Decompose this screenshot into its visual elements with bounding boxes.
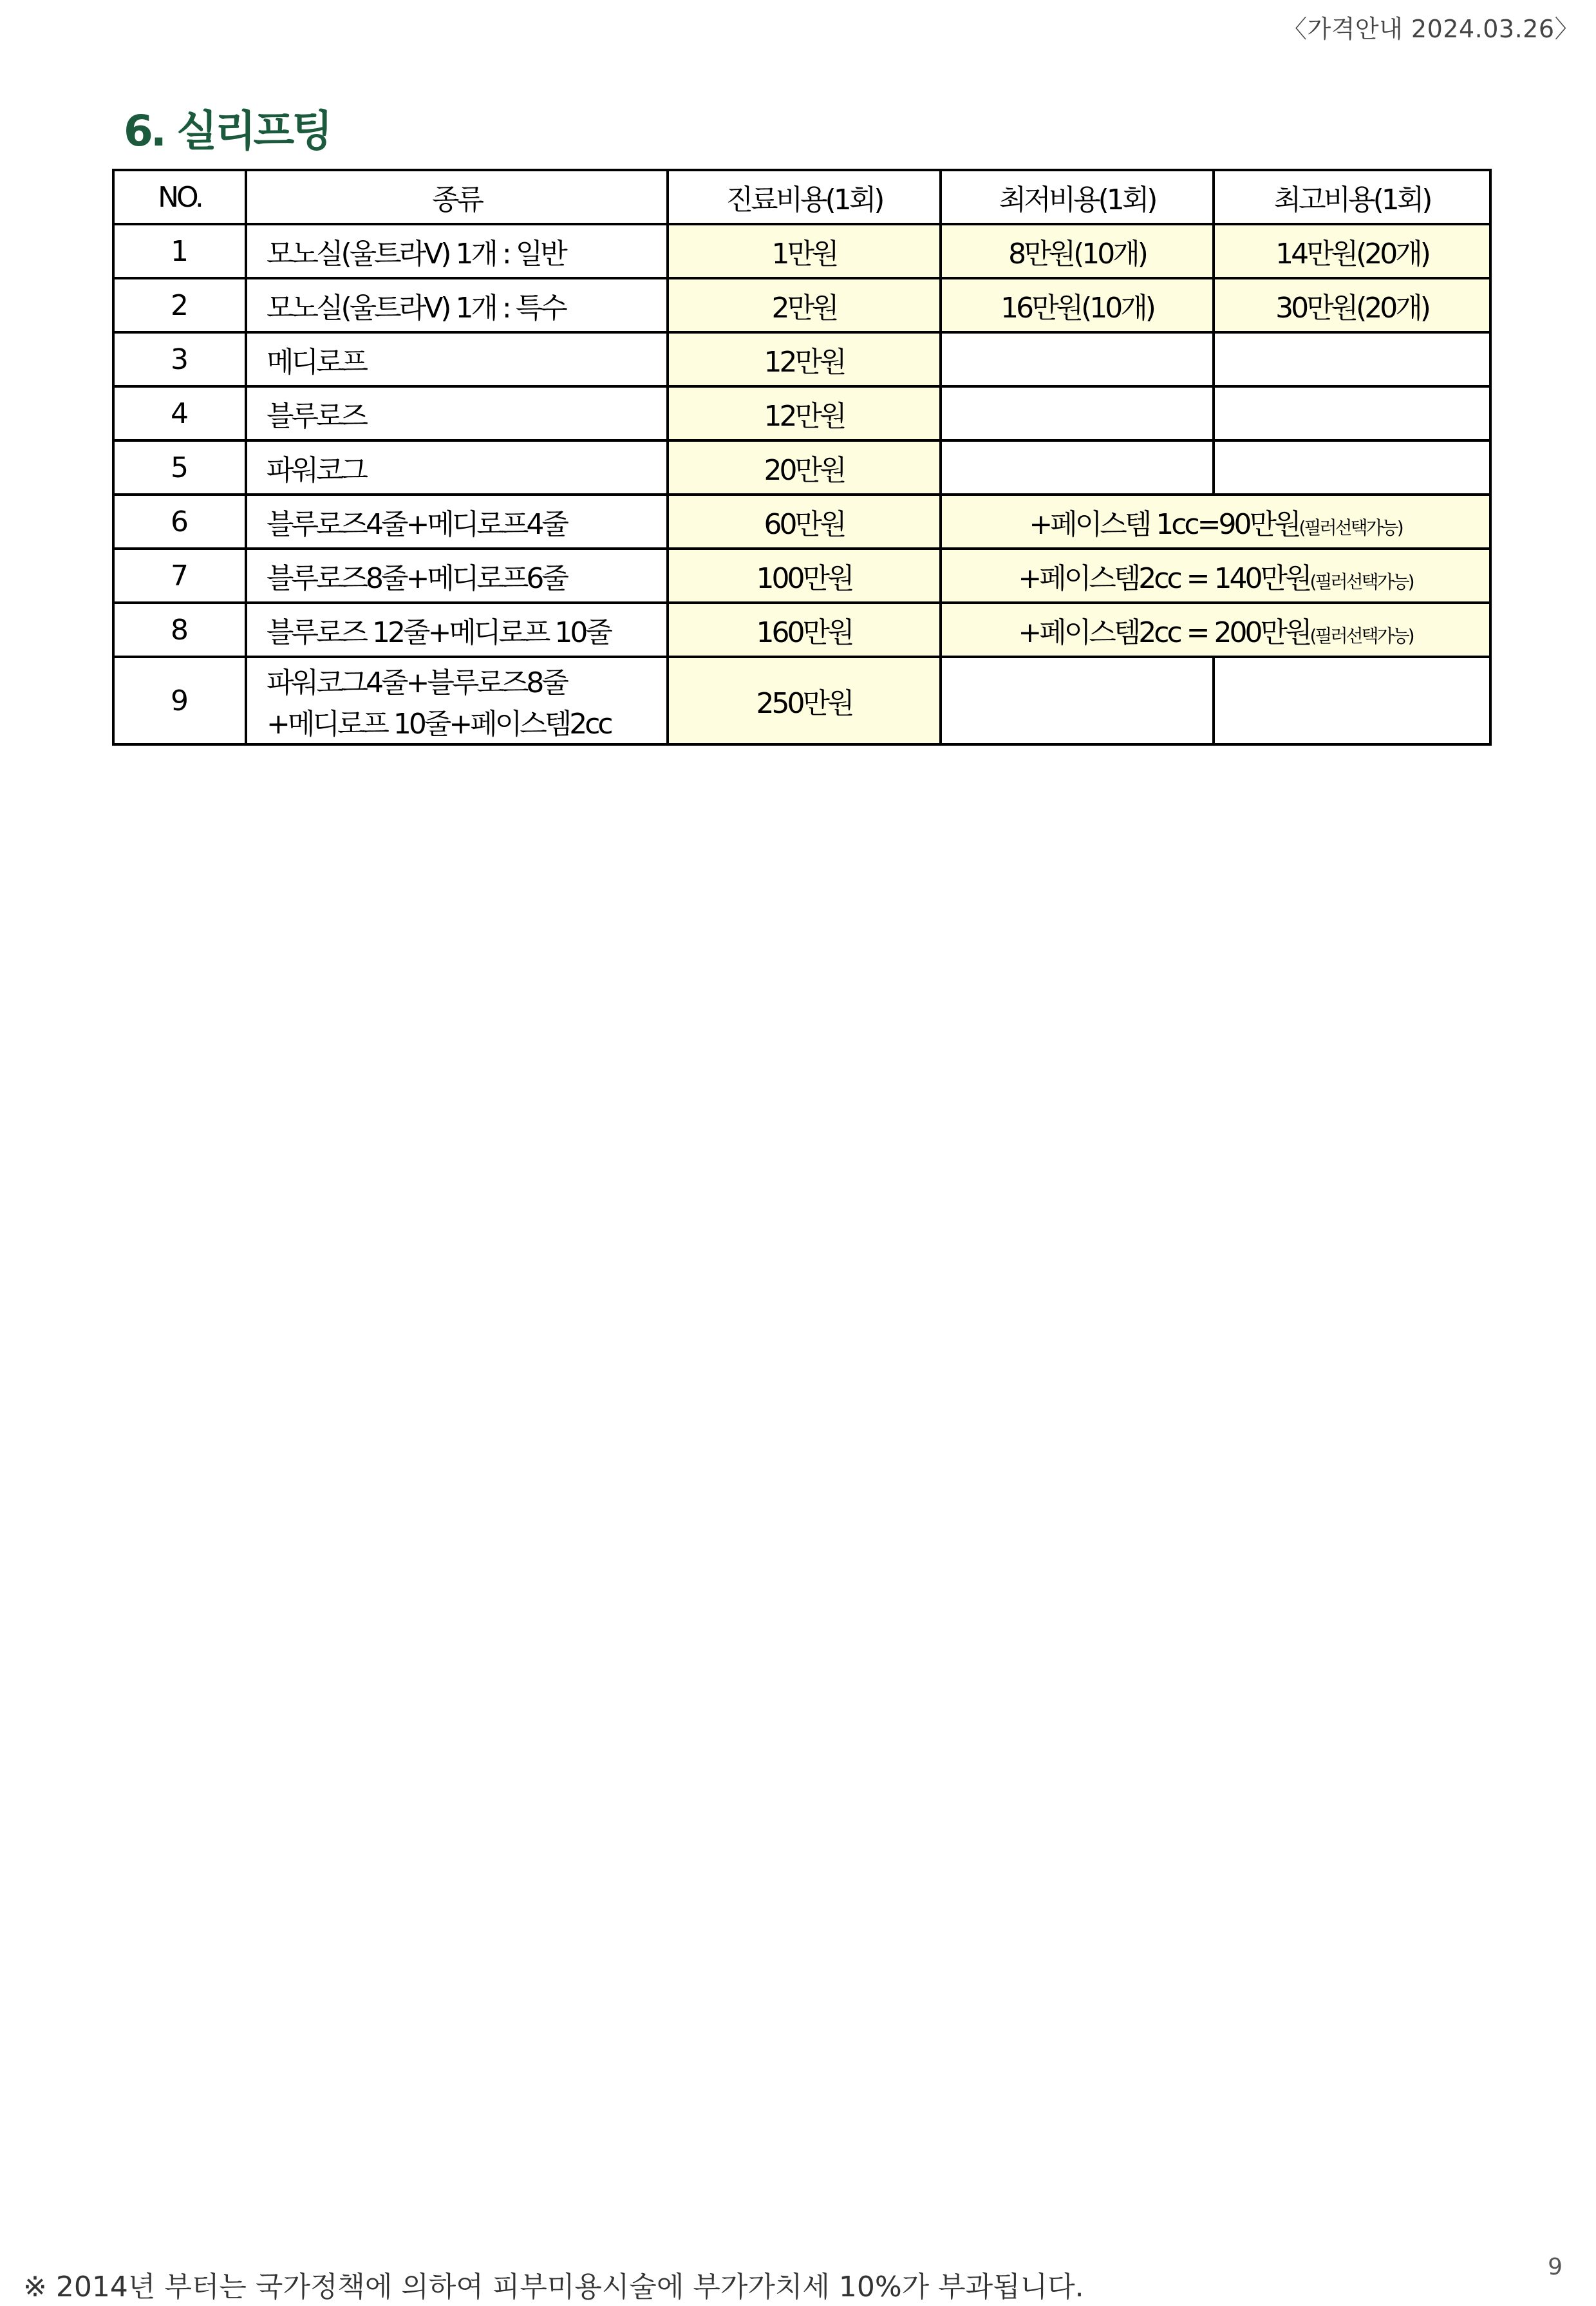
header-treatment-cost: 진료비용(1회) [668,170,941,224]
row-no: 7 [113,549,246,603]
table-row [113,386,1490,440]
option-note: (필러선택가능) [1310,571,1413,592]
row-no: 3 [113,332,246,386]
row-max-cost: 30만원(20개) [1214,278,1490,332]
vat-notice: ※ 2014년 부터는 국가정책에 의하여 피부미용시술에 부가가치세 10%가 부과됩니다. [23,2271,1084,2303]
page-number: 9 [1548,2254,1563,2280]
row-name: 블루로즈 12줄+메디로프 10줄 [246,603,668,657]
row-no: 9 [113,657,246,744]
table-row [113,495,1490,549]
row-max-cost [1214,332,1490,386]
row-name: 모노실(울트라V) 1개 : 일반 [246,224,668,278]
row-name-line1: 파워코그4줄+블루로즈8줄 [267,666,567,699]
header-max-cost: 최고비용(1회) [1214,170,1490,224]
row-no: 8 [113,603,246,657]
section-title: 6. 실리프팅 [124,106,330,156]
row-name: 메디로프 [246,332,668,386]
header-no: NO. [113,170,246,224]
price-table [112,169,1492,746]
row-no: 5 [113,440,246,495]
row-combined-option [941,549,1490,603]
row-cost: 12만원 [668,332,941,386]
row-cost: 60만원 [668,495,941,549]
row-max-cost [1214,386,1490,440]
table-row [113,440,1490,495]
row-max-cost: 14만원(20개) [1214,224,1490,278]
option-text: +페이스템2cc = 140만원 [1018,562,1310,595]
row-cost: 12만원 [668,386,941,440]
row-no: 2 [113,278,246,332]
row-cost: 160만원 [668,603,941,657]
table-row [113,603,1490,657]
row-name: 블루로즈8줄+메디로프6줄 [246,549,668,603]
row-min-cost [941,332,1214,386]
row-combined-option [941,495,1490,549]
row-no: 6 [113,495,246,549]
row-name: 블루로즈 [246,386,668,440]
row-min-cost: 16만원(10개) [941,278,1214,332]
table-row [113,549,1490,603]
row-name-line2: +메디로프 10줄+페이스템2cc [267,708,611,741]
row-cost: 100만원 [668,549,941,603]
table-row [113,278,1490,332]
row-max-cost [1214,440,1490,495]
row-min-cost [941,386,1214,440]
row-min-cost [941,440,1214,495]
table-row [113,332,1490,386]
row-min-cost: 8만원(10개) [941,224,1214,278]
row-no: 1 [113,224,246,278]
row-cost: 2만원 [668,278,941,332]
table-row [113,657,1490,744]
row-min-cost [941,657,1214,744]
option-text: +페이스템2cc = 200만원 [1018,616,1310,649]
option-note: (필러선택가능) [1299,517,1402,538]
price-guide-date: 〈가격안내 2024.03.26〉 [1282,15,1579,43]
row-name: 모노실(울트라V) 1개 : 특수 [246,278,668,332]
row-cost: 1만원 [668,224,941,278]
header-type: 종류 [246,170,668,224]
table-row [113,224,1490,278]
option-note: (필러선택가능) [1310,625,1413,647]
row-name: 블루로즈4줄+메디로프4줄 [246,495,668,549]
row-max-cost [1214,657,1490,744]
row-cost: 20만원 [668,440,941,495]
option-text: +페이스템 1cc=90만원 [1029,508,1299,541]
table-header-row [113,170,1490,224]
row-cost: 250만원 [668,657,941,744]
header-min-cost: 최저비용(1회) [941,170,1214,224]
row-name: 파워코그 [246,440,668,495]
row-no: 4 [113,386,246,440]
row-name [246,657,668,744]
row-combined-option [941,603,1490,657]
